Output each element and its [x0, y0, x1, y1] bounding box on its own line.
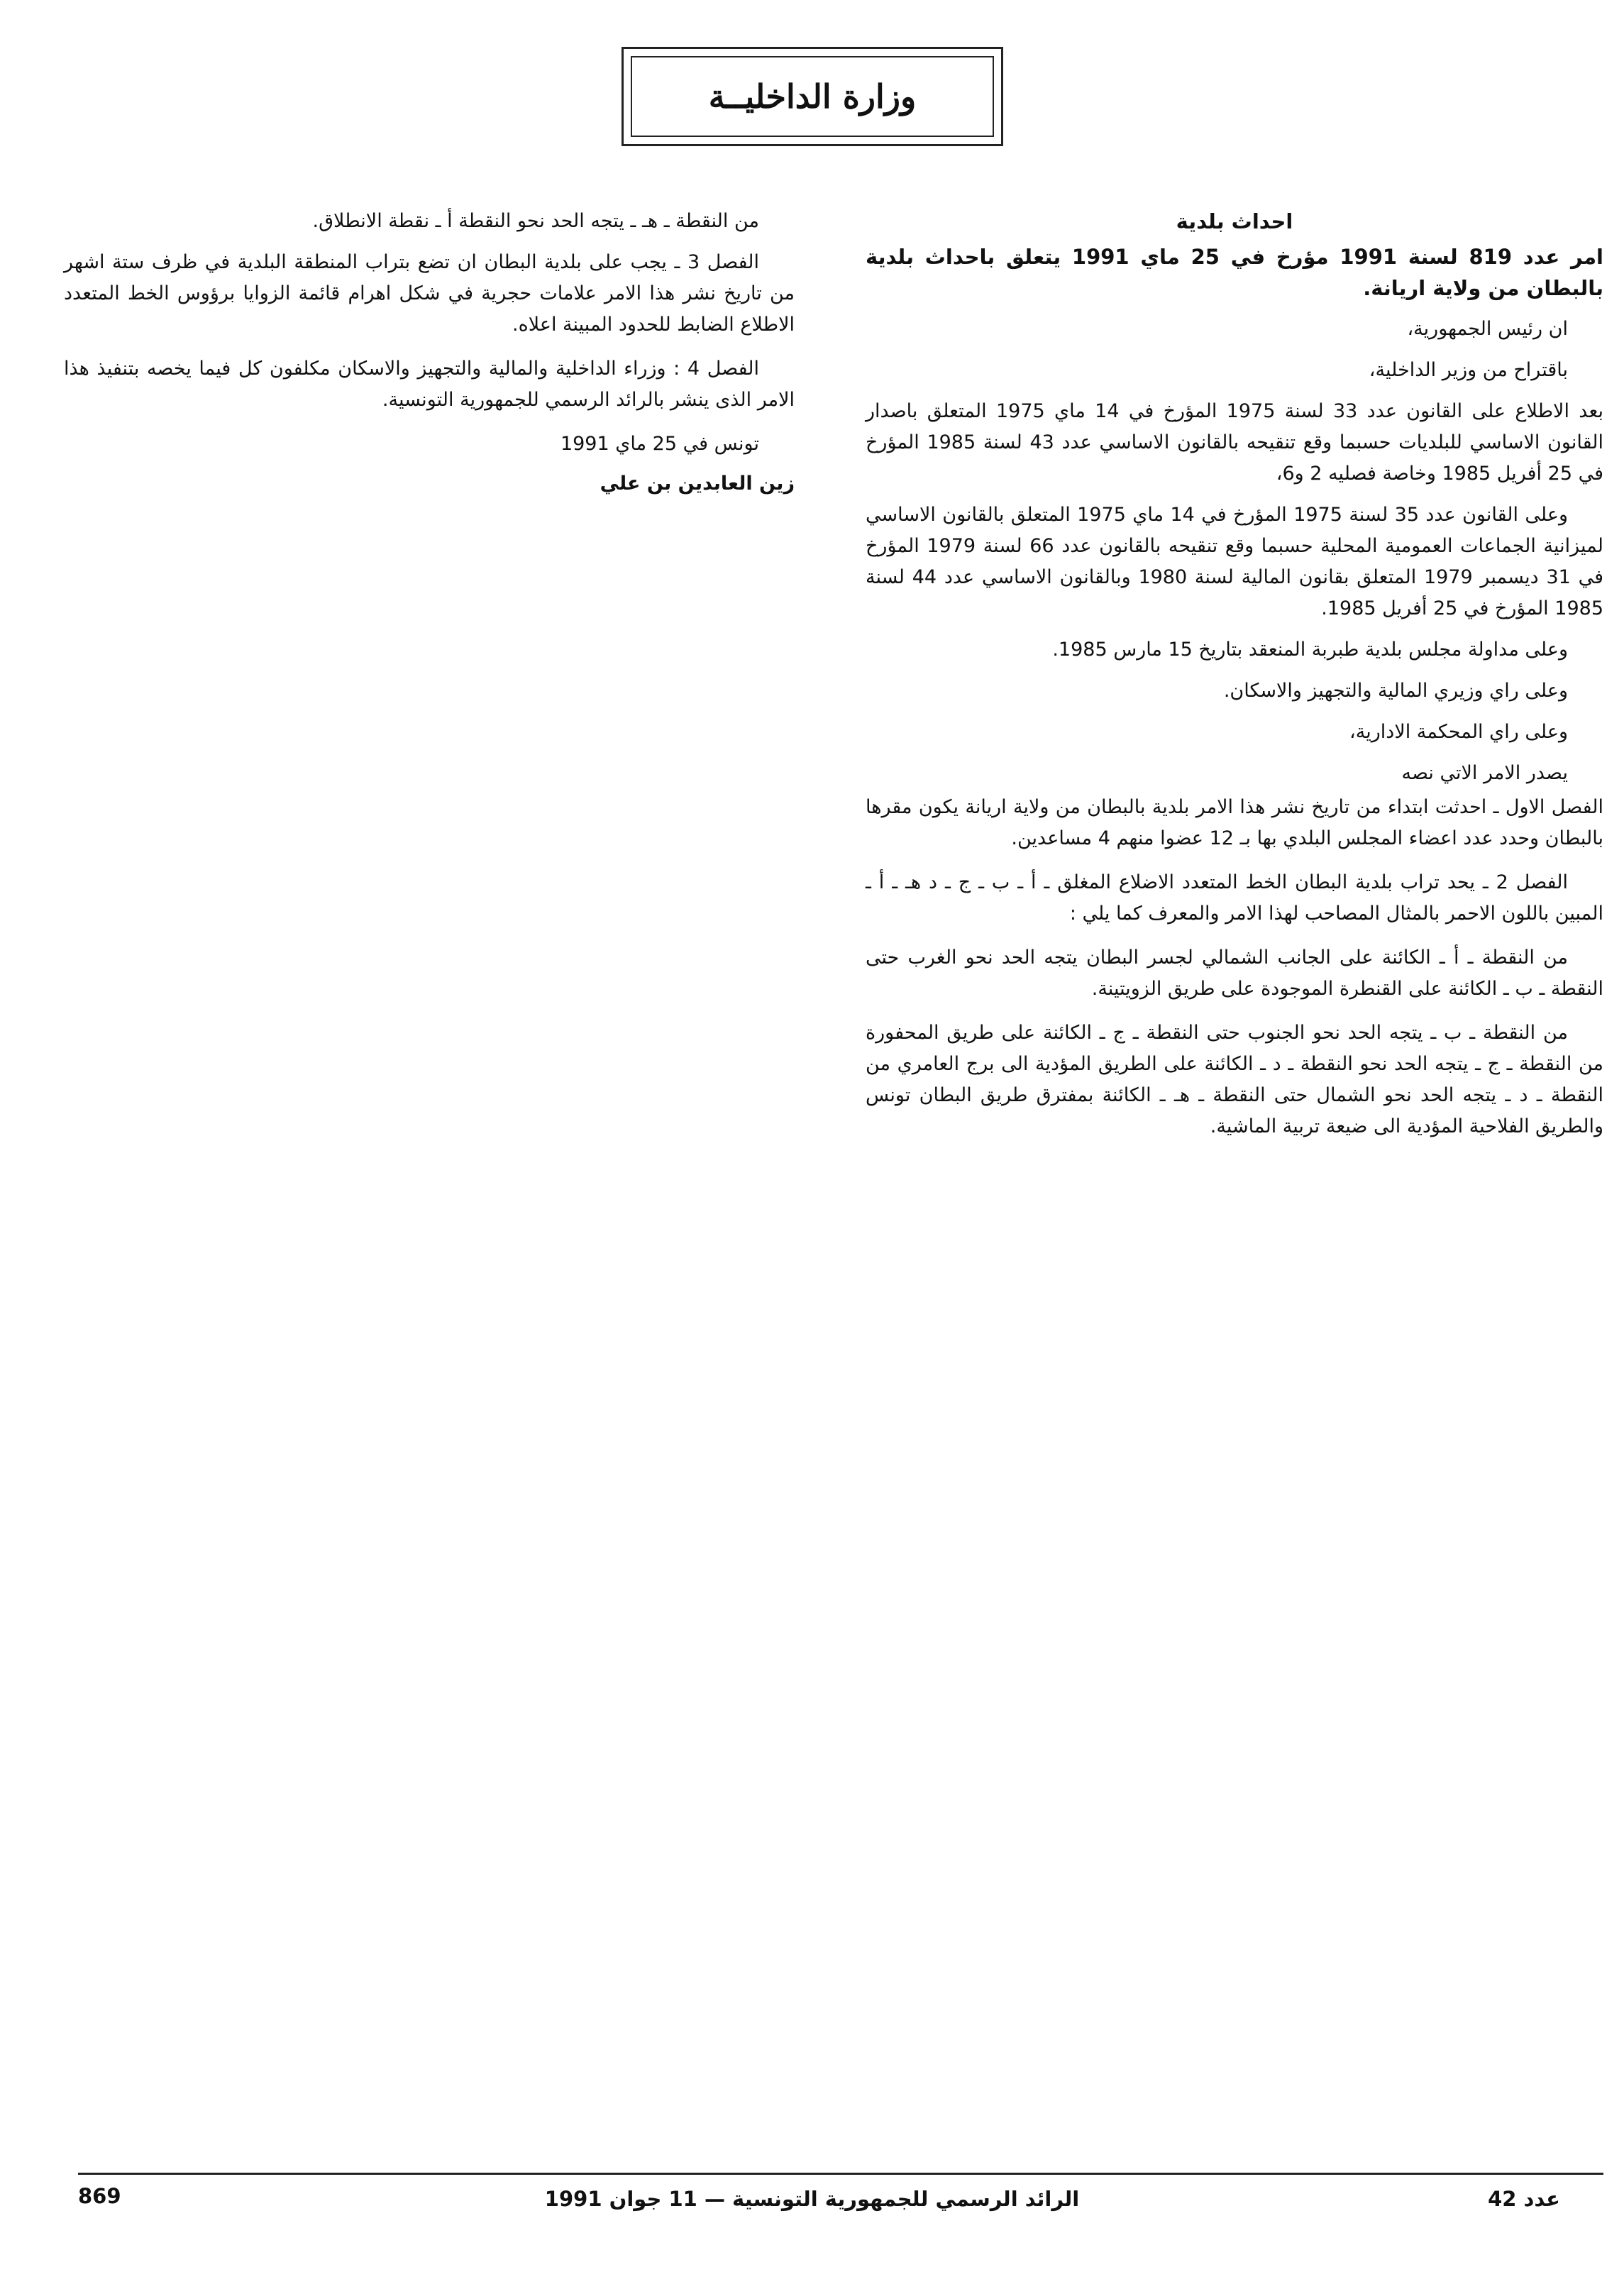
preamble-council-deliberation: وعلى مداولة مجلس بلدية طبربة المنعقد بتاريخ 15 مارس 1985.: [1052, 639, 1568, 661]
boundary-point-b: من النقطة ـ ب ـ يتجه الحد نحو الجنوب حتى النقطة ـ ج ـ الكائنة على طريق المحفورة من النقطة ـ ج ـ يتجه الحد نحو النقطة ـ د ـ الكائنة على الطريق المؤدية الى برج العامري من النقطة ـ د ـ يتجه الحد نحو الشمال حتى النقطة ـ هـ ـ الكائنة بمفترق طريق البطان تونس والطريق الفلاحية المؤدية الى ضيعة تربية الماشية.: [866, 1022, 1603, 1137]
left-column: [64, 206, 795, 500]
preamble-court-opinion: وعلى راي المحكمة الادارية،: [1349, 721, 1568, 743]
signature: زين العابدين بن علي: [600, 473, 795, 495]
ministry-title: وزارة الداخليــة: [708, 77, 917, 116]
preamble-proposal: باقتراح من وزير الداخلية،: [1369, 359, 1568, 381]
boundary-point-e: من النقطة ـ هـ ـ يتجه الحد نحو النقطة أ ـ نقطة الانطلاق.: [312, 210, 759, 232]
date-line: تونس في 25 ماي 1991: [560, 433, 759, 455]
chapter-4: الفصل 4 : وزراء الداخلية والمالية والتجهيز والاسكان مكلفون كل فيما يخصه بتنفيذ هذا الامر الذى ينشر بالرائد الرسمي للجمهورية التونسية.: [64, 358, 795, 411]
preamble-law-35: وعلى القانون عدد 35 لسنة 1975 المؤرخ في 14 ماي 1975 المتعلق بالقانون الاساسي لميزانية الجماعات العمومية المحلية حسبما وقع تنقيحه بالقانون عدد 66 لسنة 1979 المؤرخ في 31 ديسمبر 1979 المتعلق بقانون المالية لسنة 1980 وبالقانون الاساسي عدد 44 لسنة 1985 المؤرخ في 25 أفريل 1985.: [866, 504, 1603, 619]
chapter-2: الفصل 2 ـ يحد تراب بلدية البطان الخط المتعدد الاضلاع المغلق ـ أ ـ ب ـ ج ـ د هـ ـ أ ـ المبين باللون الاحمر بالمثال المصاحب لهذا الامر والمعرف كما يلي :: [866, 871, 1603, 925]
footer-journal-title: الرائد الرسمي للجمهورية التونسية — 11 جوان 1991: [544, 2187, 1080, 2211]
footer-issue-number: عدد 42: [1488, 2187, 1560, 2211]
footer-page-number: 869: [78, 2184, 121, 2208]
ministry-header-box: [622, 47, 1003, 146]
issues-line: يصدر الامر الاتي نصه: [1401, 762, 1568, 784]
section-heading: احداث بلدية: [1176, 209, 1293, 233]
decree-title: امر عدد 819 لسنة 1991 مؤرخ في 25 ماي 1991 يتعلق باحداث بلدية بالبطان من ولاية اريانة.: [866, 245, 1603, 300]
preamble-law-33: بعد الاطلاع على القانون عدد 33 لسنة 1975 المؤرخ في 14 ماي 1975 المتعلق باصدار القانون الاساسي للبلديات حسبما وقع تنقيحه بالقانون الاساسي عدد 43 لسنة 1985 المؤرخ في 25 أفريل 1985 وخاصة فصليه 2 و6،: [866, 400, 1603, 485]
chapter-1: الفصل الاول ـ احدثت ابتداء من تاريخ نشر هذا الامر بلدية بالبطان من ولاية اريانة يكون مقرها بالبطان وحدد عدد اعضاء المجلس البلدي بها بـ 12 عضوا منهم 4 مساعدين.: [866, 796, 1603, 849]
preamble-president: ان رئيس الجمهورية،: [1407, 318, 1568, 340]
right-column: [866, 206, 1603, 1155]
boundary-point-a: من النقطة ـ أ ـ الكائنة على الجانب الشمالي لجسر البطان يتجه الحد نحو الغرب حتى النقطة ـ ب ـ الكائنة على القنطرة الموجودة على طريق الزويتينة.: [866, 947, 1603, 1000]
footer-rule: [78, 2173, 1603, 2175]
chapter-3: الفصل 3 ـ يجب على بلدية البطان ان تضع بتراب المنطقة البلدية في ظرف ستة اشهر من تاريخ نشر هذا الامر علامات حجرية في شكل اهرام قائمة الزوايا برؤوس الخط المتعدد الاطلاع الضابط للحدود المبينة اعلاه.: [64, 251, 795, 336]
ministry-header-inner-frame: [631, 56, 994, 137]
preamble-ministers-opinion: وعلى راي وزيري المالية والتجهيز والاسكان.: [1223, 680, 1568, 702]
